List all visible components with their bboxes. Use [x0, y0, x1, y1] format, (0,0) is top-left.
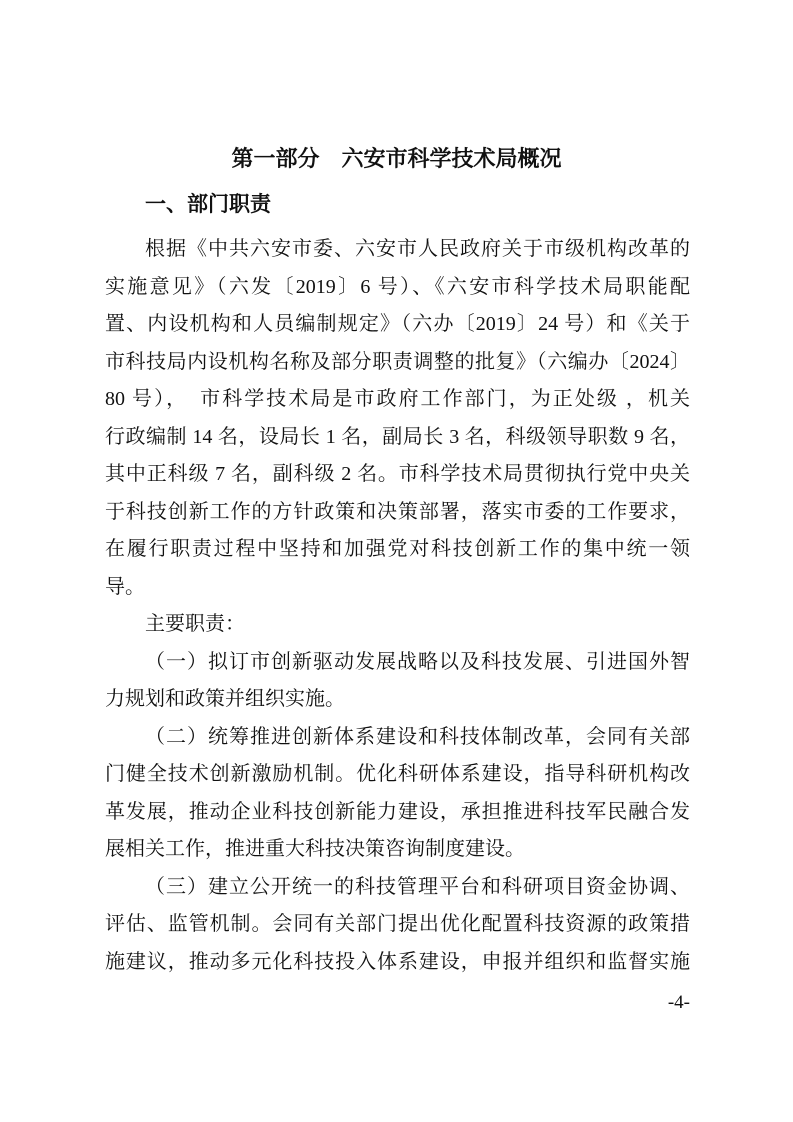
body-line: 导。 [105, 575, 145, 598]
body-line: 门健全技术创新激励机制。优化科研体系建设，指导科研机构改 [105, 763, 690, 785]
body-line: 革发展，推动企业科技创新能力建设，承担推进科技军民融合发 [105, 800, 690, 823]
body-line: 主要职责： [145, 613, 245, 635]
body-line: 力规划和政策并组织实施。 [105, 688, 345, 710]
body-line: 于科技创新工作的方针政策和决策部署，落实市委的工作要求， [105, 500, 690, 523]
body-line: 行政编制 14 名，设局长 1 名，副局长 3 名，科级领导职数 9 名， [105, 425, 690, 448]
section-heading: 一、部门职责 [145, 193, 271, 216]
body-line: 评估、监管机制。会同有关部门提出优化配置科技资源的政策措 [105, 913, 690, 935]
doc-title: 第一部分 六安市科学技术局概况 [231, 146, 562, 171]
body-line: 施建议，推动多元化科技投入体系建设，申报并组织和监督实施 [105, 950, 690, 973]
body-line: 根据《中共六安市委、六安市人民政府关于市级机构改革的 [145, 238, 690, 260]
body-line: 80 号）， 市科学技术局是市政府工作部门，为正处级 ，机关 [105, 388, 690, 410]
body-line: 市科技局内设机构名称及部分职责调整的批复》（六编办〔2024〕 [105, 350, 690, 373]
body-line: （三）建立公开统一的科技管理平台和科研项目资金协调、 [145, 875, 690, 898]
body-line: 其中正科级 7 名，副科级 2 名。市科学技术局贯彻执行党中央关 [105, 463, 690, 485]
document-body [105, 191, 690, 1015]
page-number: -4- [667, 992, 690, 1013]
body-line: 展相关工作，推进重大科技决策咨询制度建设。 [105, 838, 525, 860]
body-line: 置、内设机构和人员编制规定》（六办〔2019〕24 号）和《关于 [105, 313, 690, 335]
body-line: （二）统筹推进创新体系建设和科技体制改革，会同有关部 [145, 725, 690, 748]
body-line: 在履行职责过程中坚持和加强党对科技创新工作的集中统一领 [105, 538, 690, 560]
body-line: （一）拟订市创新驱动发展战略以及科技发展、引进国外智 [145, 650, 690, 673]
body-line: 实施意见》（六发〔2019〕6 号）、《六安市科学技术局职能配 [105, 275, 690, 298]
